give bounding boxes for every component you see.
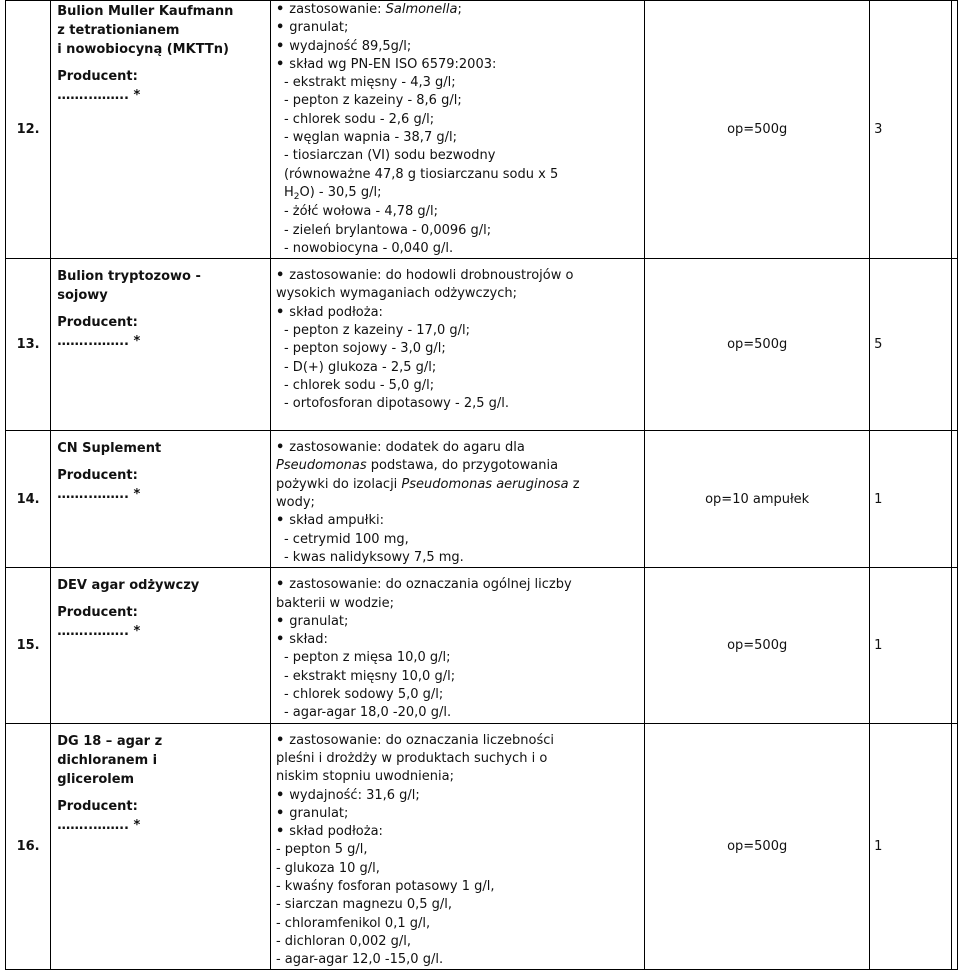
desc-line: - agar-agar 18,0 -20,0 g/l.	[283, 705, 452, 721]
desc-line: - glukoza 10 g/l,	[275, 860, 380, 876]
product-name-line: DG 18 – agar z	[57, 733, 163, 749]
producer-value: ……..…….. *	[57, 334, 141, 350]
producer-value: ……..…….. *	[57, 487, 141, 503]
desc-line: - zieleń brylantowa - 0,0096 g/l;	[283, 222, 492, 238]
desc-line: - chlorek sodu - 2,6 g/l;	[283, 111, 435, 127]
quantity-cell: 3	[870, 1, 952, 259]
desc-bullet: • granulat;	[276, 19, 640, 37]
desc-line: - pepton z kazeiny - 17,0 g/l;	[283, 323, 470, 339]
desc-line: - ortofosforan dipotasowy - 2,5 g/l.	[283, 396, 509, 412]
desc-bullet: • skład podłoża:	[276, 823, 640, 841]
desc-line: niskim stopniu uwodnienia;	[275, 769, 454, 785]
desc-line: - ekstrakt mięsny 10,0 g/l;	[283, 668, 456, 684]
product-name-line: CN Suplement	[57, 441, 162, 457]
desc-bullet: • granulat;	[276, 805, 640, 823]
desc-bullet: • zastosowanie: do oznaczania ogólnej liczby	[276, 576, 640, 594]
product-name-line: Bulion Muller Kaufmann	[57, 4, 234, 19]
product-name-cell	[51, 723, 271, 970]
desc-bullet: • skład ampułki:	[276, 512, 640, 530]
table-row	[6, 723, 958, 970]
desc-line: - pepton sojowy - 3,0 g/l;	[283, 341, 446, 357]
table-row	[6, 1, 958, 259]
desc-bullet: • skład wg PN-EN ISO 6579:2003:	[276, 56, 640, 74]
quantity-cell: 5	[870, 259, 952, 431]
row-number: 14.	[6, 431, 51, 568]
quantity-cell: 1	[870, 568, 952, 723]
packaging-cell: op=500g	[645, 568, 870, 723]
desc-line: - pepton z mięsa 10,0 g/l;	[283, 650, 451, 666]
table-row	[6, 431, 958, 568]
row-number: 13.	[6, 259, 51, 431]
specification-table	[5, 0, 958, 970]
desc-line: - kwas nalidyksowy 7,5 mg.	[283, 549, 464, 565]
desc-line: - chlorek sodowy 5,0 g/l;	[283, 687, 444, 703]
table-row	[6, 568, 958, 723]
packaging-cell: op=500g	[645, 259, 870, 431]
product-name-line: DEV agar odżywczy	[57, 578, 200, 594]
desc-line: - chlorek sodu - 5,0 g/l;	[283, 377, 435, 393]
desc-line: - siarczan magnezu 0,5 g/l,	[275, 897, 453, 913]
description-cell	[270, 259, 644, 431]
quantity-cell: 1	[870, 723, 952, 970]
product-name-line: Bulion tryptozowo -	[57, 269, 201, 285]
producer-label: Producent:	[57, 798, 138, 814]
packaging-cell: op=10 ampułek	[645, 431, 870, 568]
desc-line: - nowobiocyna - 0,040 g/l.	[283, 240, 454, 256]
desc-bullet: • skład podłoża:	[276, 304, 640, 322]
desc-line: - D(+) glukoza - 2,5 g/l;	[283, 359, 437, 375]
producer-value: ……..…….. *	[57, 817, 141, 833]
producer-label: Producent:	[57, 315, 138, 331]
row-number: 16.	[6, 723, 51, 970]
desc-bullet: • zastosowanie: do hodowli drobnoustrojów o	[276, 267, 640, 285]
row-number: 12.	[6, 1, 51, 259]
desc-line: $H_2O) - 30,5$ g/l;	[283, 184, 382, 202]
description-cell	[270, 431, 644, 568]
desc-line: - agar-agar 12,0 -15,0 g/l.	[275, 952, 444, 968]
desc-line: - cetrymid 100 mg,	[283, 531, 409, 547]
producer-label: Producent:	[57, 605, 138, 621]
producer-label: Producent:	[57, 69, 138, 84]
desc-bullet: • wydajność 89,5g/l;	[276, 38, 640, 56]
desc-bullet: • granulat;	[276, 613, 640, 631]
row-number: 15.	[6, 568, 51, 723]
product-name-cell	[51, 259, 271, 431]
product-name-cell	[51, 1, 271, 259]
description-cell	[270, 1, 644, 259]
desc-line: - pepton z kazeiny - 8,6 g/l;	[283, 93, 462, 109]
product-name-cell	[51, 568, 271, 723]
description-cell	[270, 568, 644, 723]
desc-line: wysokich wymaganiach odżywczych;	[275, 286, 517, 302]
quantity-cell: 1	[870, 431, 952, 568]
table-row	[6, 259, 958, 431]
desc-line: - żółć wołowa - 4,78 g/l;	[283, 204, 439, 220]
desc-line: - węglan wapnia - 38,7 g/l;	[283, 130, 457, 146]
desc-line: - ekstrakt mięsny - 4,3 g/l;	[283, 75, 456, 91]
desc-line: Pseudomonas podstawa, do przygotowania	[275, 458, 559, 474]
desc-line: - dichloran 0,002 g/l,	[275, 933, 412, 949]
desc-line: (równoważne 47,8 g tiosiarczanu sodu x 5	[283, 166, 559, 182]
desc-line: pleśni i drożdży w produktach suchych i o	[275, 750, 548, 766]
packaging-cell: op=500g	[645, 723, 870, 970]
desc-bullet: • wydajność: 31,6 g/l;	[276, 787, 640, 805]
desc-line: - tiosiarczan (VI) sodu bezwodny	[283, 148, 496, 164]
desc-line: - kwaśny fosforan potasowy 1 g/l,	[275, 878, 495, 894]
desc-line: pożywki do izolacji Pseudomonas aeruginosa z	[275, 476, 580, 492]
producer-value: ……..…….. *	[57, 624, 141, 640]
description-cell	[270, 723, 644, 970]
product-name-cell	[51, 431, 271, 568]
producer-value: ……..…….. *	[57, 88, 141, 103]
product-name-line: dichloranem i	[57, 752, 158, 768]
product-name-line: i nowobiocyną (MKTTn)	[57, 42, 229, 57]
product-name-line: glicerolem	[57, 771, 135, 787]
product-name-line: sojowy	[57, 288, 108, 304]
desc-line: - chloramfenikol 0,1 g/l,	[275, 915, 431, 931]
product-name-line: z tetrationianem	[57, 23, 180, 38]
producer-label: Producent:	[57, 468, 138, 484]
desc-bullet: • zastosowanie: dodatek do agaru dla	[276, 439, 640, 457]
desc-line: wody;	[275, 495, 315, 511]
desc-bullet: • zastosowanie: Salmonella;	[276, 1, 640, 19]
desc-line: bakterii w wodzie;	[275, 595, 394, 611]
desc-line: - pepton 5 g/l,	[275, 842, 368, 858]
desc-bullet: • skład:	[276, 631, 640, 649]
packaging-cell: op=500g	[645, 1, 870, 259]
desc-bullet: • zastosowanie: do oznaczania liczebności	[276, 732, 640, 750]
